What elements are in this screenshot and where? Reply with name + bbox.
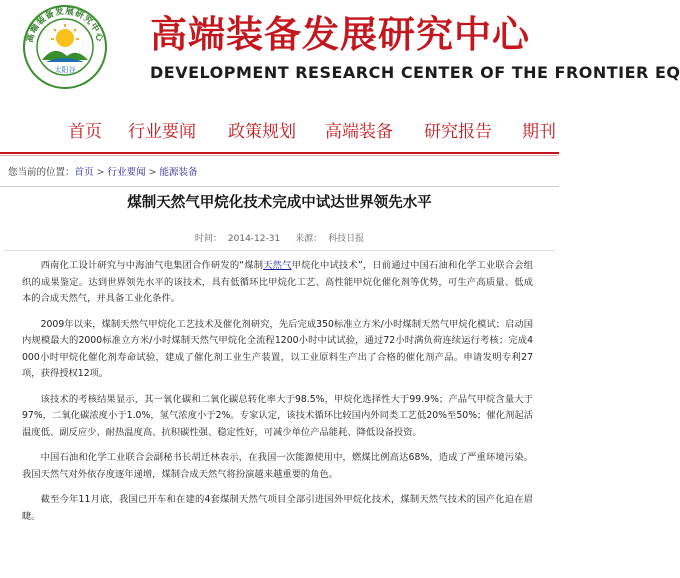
paragraph-2: 2009年以来，煤制天然气甲烷化工艺技术及催化剂研究，先后完成350标准立方米/小时煤制天然气甲烷化模试；启动国内规模最大的2000标准立方米/小时煤制天然气甲烷化全流程1200小时中试试验，通过72小时满负荷连续运行考核；完成4000小时甲烷化催化剂寿命试验，建成了催化剂工业生产装置，以工业原料生产出了合格的催化剂产品。申请发明专利27项，获得授权12项。 bbox=[22, 318, 533, 379]
nav-research-reports[interactable]: 研究报告 bbox=[424, 122, 492, 142]
site-header bbox=[0, 0, 680, 114]
meta-divider bbox=[4, 250, 555, 251]
breadcrumb-prefix: 您当前的位置： bbox=[8, 167, 75, 178]
article-source: 科技日报 bbox=[328, 234, 365, 244]
nav-divider bbox=[0, 152, 559, 154]
breadcrumb-home[interactable]: 首页 bbox=[74, 167, 94, 178]
nav-divider-shadow bbox=[0, 155, 559, 156]
logo-ring-text: 高端装备发展研究中心 bbox=[25, 6, 105, 44]
nav-high-end-equipment[interactable]: 高端装备 bbox=[325, 122, 393, 142]
paragraph-4: 中国石油和化学工业联合会副秘书长胡迁林表示，在我国一次能源使用中，燃煤比例高达68%，造成了严重环境污染。我国天然气对外依存度逐年递增，煤制合成天然气将扮演越来越重要的角色。 bbox=[22, 452, 533, 480]
main-navigation bbox=[0, 114, 559, 152]
paragraph-1 bbox=[22, 258, 533, 308]
breadcrumb-divider bbox=[0, 186, 559, 187]
source-label: 来源： bbox=[295, 234, 323, 244]
paragraph-5: 截至今年11月底，我国已开车和在建的4套煤制天然气项目全部引进国外甲烷化技术，煤制天然气技术的国产化迫在眉睫。 bbox=[22, 494, 533, 522]
breadcrumb bbox=[8, 166, 198, 180]
nav-journals[interactable]: 期刊 bbox=[522, 122, 556, 142]
breadcrumb-industry-news[interactable]: 行业要闻 bbox=[107, 167, 146, 178]
nav-industry-news[interactable]: 行业要闻 bbox=[128, 122, 196, 142]
paragraph-text: 西南化工设计研究与中海油气电集团合作研发的“煤制 bbox=[40, 260, 264, 271]
keyword-link-natural-gas[interactable]: 天然气 bbox=[263, 260, 292, 271]
breadcrumb-energy-equipment[interactable]: 能源装备 bbox=[159, 167, 198, 178]
logo-badge-text: 太阳谷 bbox=[54, 66, 76, 74]
nav-home[interactable]: 首页 bbox=[68, 122, 102, 142]
paragraph-text: 甲烷化中试技术”，日前通过中国石油和化学工业联合会组织的成果鉴定。达到世界领先水平的该技术，具有低循环比甲烷化工艺、高性能甲烷化催化剂等优势，可生产高质量、低成本的合成天然气，并具备工业化条件。 bbox=[22, 260, 533, 304]
paragraph-3: 该技术的考核结果显示，其一氧化碳和二氧化碳总转化率大于98.5%，甲烷化选择性大于99.9%；产品气甲烷含量大于97%，二氧化碳浓度小于1.0%，氢气浓度小于2%。专家认定，该技术循环比较国内外同类工艺低20%至50%；催化剂起活温度低、副反应少、耐热温度高、抗积碳性强、稳定性好，可减少单位产品能耗、降低设备投资。 bbox=[22, 393, 533, 438]
breadcrumb-separator: > bbox=[148, 167, 157, 178]
nav-policy-planning[interactable]: 政策规划 bbox=[228, 122, 296, 142]
time-label: 时间： bbox=[194, 234, 222, 244]
site-title-english: DEVELOPMENT RESEARCH CENTER OF THE FRONTIER EQ bbox=[150, 63, 680, 82]
article-title: 煤制天然气甲烷化技术完成中试达世界领先水平 bbox=[127, 194, 432, 211]
site-title-chinese: 高端装备发展研究中心 bbox=[150, 12, 530, 56]
breadcrumb-separator: > bbox=[96, 167, 105, 178]
publish-date: 2014-12-31 bbox=[227, 234, 281, 244]
article-body bbox=[22, 258, 533, 534]
logo-emblem-icon bbox=[22, 4, 108, 90]
site-logo[interactable] bbox=[22, 4, 108, 90]
article-meta bbox=[0, 233, 559, 245]
